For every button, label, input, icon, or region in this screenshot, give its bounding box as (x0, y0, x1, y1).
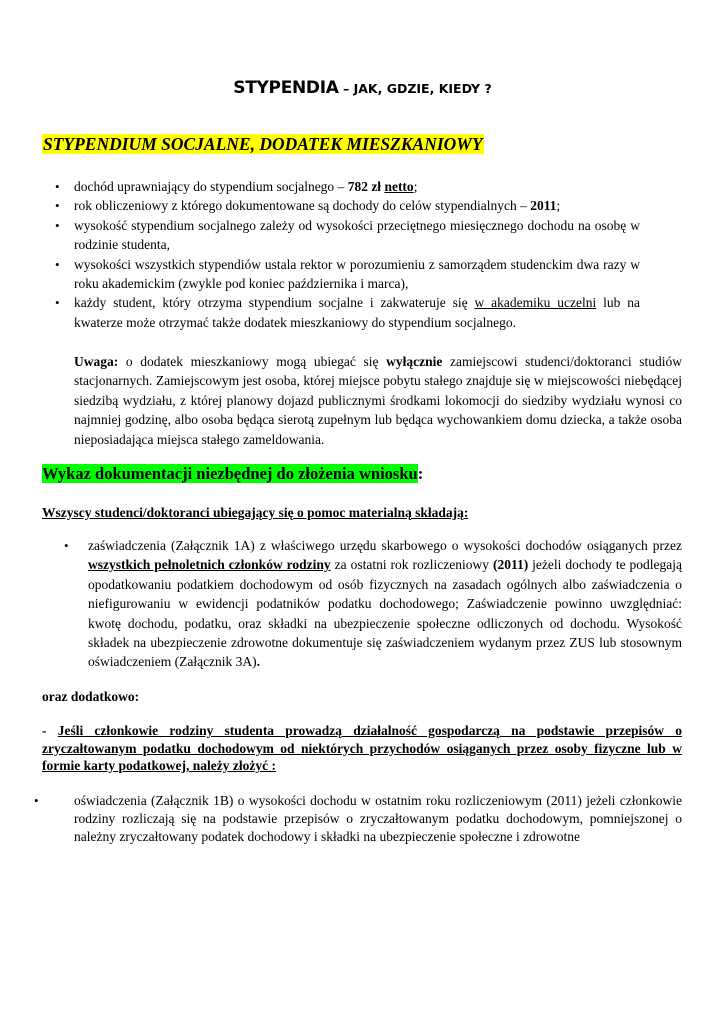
additionally-label: oraz dodatkowo: (42, 689, 140, 704)
bullet-icon: • (55, 256, 60, 272)
list-item (55, 177, 640, 196)
bullet-icon: • (55, 198, 60, 214)
list-item-text: każdy student, który otrzyma stypendium socjalne i zakwateruje się (74, 295, 475, 311)
list-item (34, 792, 682, 845)
note-text: o dodatek mieszkaniowy mogą ubiegać się (118, 354, 387, 369)
business-paragraph (42, 722, 682, 775)
list-item (55, 216, 640, 255)
list-item-text: oświadczenia (Załącznik 1B) o wysokości dochodu w ostatnim roku rozliczeniowym (2011) jeżeli członkowie rodziny rozliczają się na podstawie przepisów o zryczałtowanym podatku dochodowym, pomniejszonej o należny zryczałtowany podatek dochodowy i składki na ubezpieczenie społeczne i zdrowotne (74, 793, 682, 844)
social-bullet-list (0, 177, 640, 332)
list-item-text: dochód uprawniający do stypendium socjalnego – (74, 179, 348, 194)
note-paragraph (74, 352, 682, 449)
title-main: STYPENDIA (233, 78, 339, 98)
list-item-text: rok obliczeniowy z którego dokumentowane są dochody do celów stypendialnych – (74, 198, 531, 214)
list-item (55, 196, 640, 215)
title-dash: – (338, 81, 354, 96)
list-item-text: jeżeli dochody te podlegają opodatkowaniu podatkiem dochodowym od osób fizycznych na zasadach ogólnych albo zaświadczenia o niefigurowaniu w ewidencji podatników podatku dochodowego; Zaświadczenie powinno uwzględniać: kwotę dochodu, podatku, oraz składki na ubezpieczenie społeczne odliczonych od dochodu. Wysokość składek na ubezpieczenie zdrowotne dokumentuje się zaświadczeniem wydanym przez ZUS lub stosownym oświadczeniem (Załącznik 3A) (88, 557, 683, 670)
list-item-text: zaświadczenia (Załącznik 1A) z właściwego urzędu skarbowego o wysokości dochodów osiąganych przez (88, 538, 682, 553)
bullet-icon: • (55, 179, 60, 194)
business-dash: - (42, 723, 58, 738)
note-bold: wyłącznie (386, 354, 443, 369)
list-item-bold: (2011) (492, 557, 529, 573)
bullet-icon: • (55, 217, 60, 233)
business-text: Jeśli członkowie rodziny studenta prowadzą działalność gospodarczą na podstawie przepisów o zryczałtowanym podatku dochodowym od niektórych przychodów osiąganych przez osoby fizyczne lub w formie karty podatkowej, należy złożyć : (42, 723, 682, 773)
section-heading-documents (42, 464, 423, 484)
list-item-text: wysokości wszystkich stypendiów ustala rektor w porozumieniu z samorządem studenckim dwa razy w roku akademickim (zwykle pod koniec października i marca), (74, 256, 640, 292)
list-item-bold: 782 zł (347, 179, 385, 194)
list-item (55, 293, 640, 332)
title-sub: JAK, GDZIE, KIEDY ? (353, 81, 492, 96)
list-item-underline: w akademiku uczelni (474, 295, 597, 311)
section-heading-colon: : (417, 464, 424, 483)
list-item-text: ; (556, 198, 561, 214)
bullet-icon: • (64, 538, 69, 553)
bullet-icon: • (55, 295, 60, 311)
bullet-icon: • (34, 793, 39, 808)
list-item-bold: . (256, 654, 261, 670)
list-item-bold-underline: netto (384, 179, 414, 194)
documents-bullet-list (0, 536, 682, 672)
list-item-text: lub na kwaterze może otrzymać także dodatek mieszkaniowy do stypendium socjalnego. (74, 295, 640, 330)
section-heading-social-text: STYPENDIUM SOCJALNE, DODATEK MIESZKANIOWY (43, 134, 483, 154)
section-heading-social (42, 134, 484, 155)
list-item (64, 536, 683, 672)
subheading-all-students: Wszyscy studenci/doktoranci ubiegający się o pomoc materialną składają: (42, 505, 469, 520)
list-item-text: ; (413, 179, 418, 194)
note-text: zamiejscowi studenci/doktoranci studiów stacjonarnych. Zamiejscowym jest osoba, której miejsce pobytu stałego znajduje się w miejscowości niebędącej siedzibą wydziału, z której planowy dojazd publicznymi środkami lokomocji do siedziby wydziału wynosi co najmniej godzinę, albo osoba będąca sierotą zupełnym lub będąca wychowankiem domu dziecka, a także osoba nieposiadająca miejsca stałego zameldowania. (74, 354, 682, 447)
list-item-text: za ostatni rok rozliczeniowy (330, 557, 493, 573)
page-title (0, 78, 725, 98)
business-bullet-list (0, 792, 682, 845)
list-item-text: wysokość stypendium socjalnego zależy od wysokości przeciętnego miesięcznego dochodu na osobę w rodzinie studenta, (74, 217, 640, 253)
list-item (55, 255, 640, 294)
note-label: Uwaga: (74, 354, 119, 369)
list-item-bold: 2011 (530, 198, 557, 214)
list-item-bold-underline: wszystkich pełnoletnich członków rodziny (88, 557, 331, 573)
section-heading-documents-text: Wykaz dokumentacji niezbędnej do złożenia wniosku (42, 464, 418, 483)
